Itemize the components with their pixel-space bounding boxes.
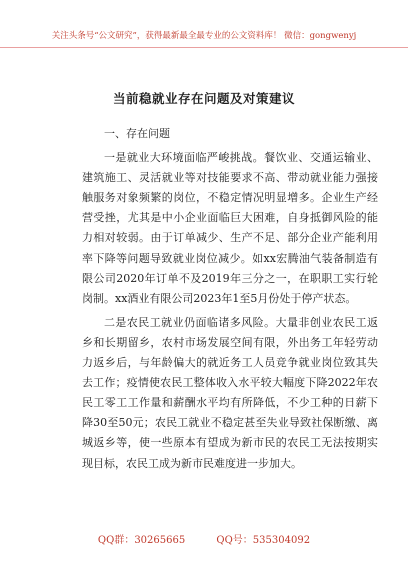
- footer-qq-group: QQ群：30265665: [97, 535, 186, 546]
- document-body: [82, 124, 378, 474]
- section-heading: 一、存在问题: [104, 127, 170, 140]
- footer-contact: [0, 534, 408, 548]
- paragraph-1: 一是就业大环境面临严峻挑战。餐饮业、交通运输业、建筑施工、灵活就业等对技能要求不高、带动就业能力强接触服务对象频繁的岗位，不稳定情况明显增多。企业生产经营受挫，尤其是中小企业面临巨大困难，自身抵御风险的能力相对较弱。由于订单减少、生产不足、部分企业产能利用率下降等问题导致就业岗位减少。如xx宏腾油气装备制造有限公司2020年订单不及2019年三分之一，在职职工实行轮岗制。xx酒业有限公司2023年1至5月份处于停产状态。: [82, 151, 378, 305]
- document-title: 当前稳就业存在问题及对策建议: [112, 91, 295, 106]
- footer-qq-number: QQ号：535304092: [216, 535, 311, 546]
- header-notice: 关注头条号“公文研究”，获得最新最全最专业的公文资料库！ 微信：gongwenyj: [0, 30, 408, 48]
- paragraph-2: 二是农民工就业仍面临诸多风险。大量非创业农民工返乡和长期留乡，农村市场发展空间有限，外出务工年轻劳动力返乡后，与年龄偏大的就近务工人员竞争就业岗位致其失去工作；疫情使农民工整体收入水平较大幅度下降2022年农民工零工工作量和薪酬水平均有所降低，不少工种的日薪下降30至50元；农民工就业不稳定甚至失业导致社保断缴、离城返乡等，使一些原本有望成为新市民的农民工无法按期实现目标，农民工成为新市民难度进一步加大。: [82, 315, 378, 470]
